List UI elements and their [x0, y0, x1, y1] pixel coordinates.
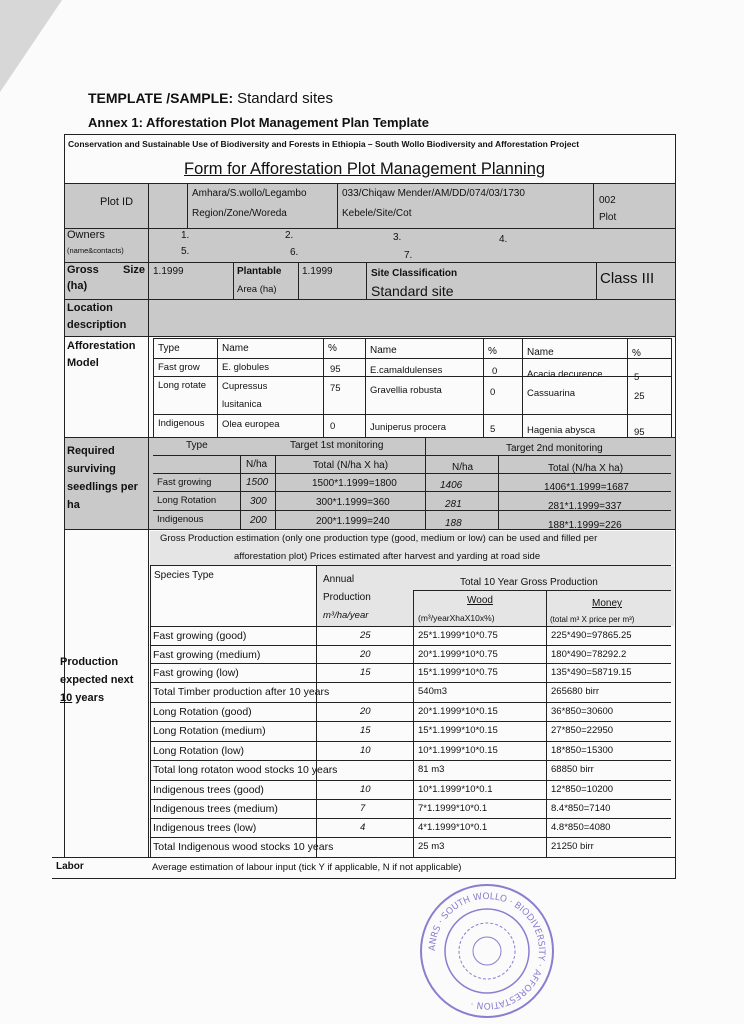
model-pct1-header: % [328, 343, 337, 354]
production-note-1: Gross Production estimation (only one production type (good, medium or low) can be used and filled per [160, 533, 598, 544]
seedlings-row-type: Indigenous [157, 514, 204, 525]
production-money-cell: 180*490=78292.2 [551, 649, 627, 660]
model-row-name: Juniperus procera [370, 422, 447, 433]
money-unit: (total m³ X price per m³) [550, 615, 635, 624]
owner-1: 1. [181, 230, 190, 241]
model-row-name: Gravellia robusta [370, 385, 442, 396]
row-divider [150, 721, 671, 722]
gross-unit-label: (ha) [67, 280, 88, 292]
model-row-pct: 5 [490, 424, 496, 435]
wood-header: Wood [467, 595, 493, 606]
location-shade [64, 299, 676, 336]
official-stamp [418, 882, 556, 1020]
site-class-value: Standard site [371, 283, 454, 299]
seedlings-row-type: Fast growing [157, 477, 212, 488]
production-wood-cell: 540m3 [418, 686, 448, 697]
seedlings-label: Required [67, 445, 115, 457]
model-row-name: E. globules [222, 362, 270, 373]
row-divider [150, 818, 671, 819]
production-label: Production [60, 656, 119, 668]
plot-label: Plot [599, 212, 617, 223]
model-sublabel: Model [67, 357, 99, 369]
svg-text:ANRS · SOUTH WOLLO · BIODIVERS: ANRS · SOUTH WOLLO · BIODIVERSITY · AFFORESTATION · [427, 891, 547, 1011]
seedlings-t1: 300*1.1999=360 [316, 497, 390, 508]
row-divider [150, 702, 671, 703]
model-name2-header: Name [370, 345, 397, 356]
gross-value: 1.1999 [153, 266, 184, 277]
row-divider [150, 626, 671, 627]
model-row-pct: 0 [492, 366, 498, 377]
wood-unit: (m³/yearXhaX10x%) [418, 613, 495, 623]
owners-shade [64, 228, 676, 262]
total-header-2: Total (N/ha X ha) [548, 463, 624, 474]
model-row-name: Olea europea [222, 419, 280, 430]
production-species-cell: Indigenous trees (good) [153, 784, 264, 796]
owner-3: 3. [393, 232, 402, 243]
region-label: Region/Zone/Woreda [192, 208, 287, 219]
row-divider [150, 799, 671, 800]
annex-heading: Annex 1: Afforestation Plot Management Plan Template [88, 115, 429, 130]
target2-header: Target 2nd monitoring [506, 443, 603, 454]
production-species-cell: Total Timber production after 10 years [153, 686, 330, 698]
production-wood-cell: 10*1.1999*10*0.15 [418, 745, 498, 756]
production-annual-cell: 10 [360, 745, 371, 756]
production-years-label: 10 years [60, 692, 105, 704]
production-wood-cell: 4*1.1999*10*0.1 [418, 822, 488, 833]
production-species-cell: Total Indigenous wood stocks 10 years [153, 841, 334, 853]
production-annual-cell: 25 [360, 630, 371, 641]
production-money-cell: 21250 birr [551, 841, 594, 852]
plantable-value: 1.1999 [302, 266, 333, 277]
total-production-header: Total 10 Year Gross Production [460, 577, 598, 588]
total-header-1: Total (N/ha X ha) [313, 460, 389, 471]
production-species-cell: Long Rotation (medium) [153, 725, 266, 737]
plot-id-label: Plot ID [100, 196, 134, 208]
production-annual-cell: 10 [360, 784, 371, 795]
seedlings-n1: 300 [250, 496, 267, 507]
production-wood-cell: 15*1.1999*10*0.75 [418, 667, 498, 678]
owner-5: 5. [181, 246, 190, 257]
production-money-cell: 18*850=15300 [551, 745, 614, 756]
seedlings-label: surviving [67, 463, 116, 475]
kebele-value: 033/Chiqaw Mender/AM/DD/074/03/1730 [342, 188, 525, 199]
owner-4: 4. [499, 234, 508, 245]
production-wood-cell: 7*1.1999*10*0.1 [418, 803, 488, 814]
model-name3-header: Name [527, 347, 554, 358]
nha-header-1: N/ha [246, 459, 268, 470]
production-species-cell: Long Rotation (good) [153, 706, 252, 718]
owner-2: 2. [285, 230, 294, 241]
production-money-cell: 4.8*850=4080 [551, 822, 611, 833]
model-row-type: Fast grow [158, 362, 200, 373]
owners-label: Owners [67, 229, 105, 241]
gross-label: Gross [67, 264, 99, 276]
production-wood-cell: 20*1.1999*10*0.15 [418, 706, 498, 717]
production-note-2: afforestation plot) Prices estimated after harvest and yarding at road side [234, 551, 541, 562]
labor-text: Average estimation of labour input (tick Y if applicable, N if not applicable) [152, 862, 462, 873]
seedlings-t2: 1406*1.1999=1687 [544, 482, 629, 493]
production-money-cell: 265680 birr [551, 686, 600, 697]
production-annual-cell: 15 [360, 725, 371, 736]
model-row-pct: 0 [490, 387, 496, 398]
production-money-cell: 12*850=10200 [551, 784, 614, 795]
nha-header-2: N/ha [452, 462, 474, 473]
seedlings-t1: 1500*1.1999=1800 [312, 478, 397, 489]
model-row-name-cont: lusitanica [222, 399, 262, 410]
production-money-cell: 68850 birr [551, 764, 594, 775]
production-annual-cell: 20 [360, 649, 371, 660]
production-money-cell: 8.4*850=7140 [551, 803, 611, 814]
production-species-cell: Fast growing (medium) [153, 649, 261, 661]
row-divider [150, 645, 671, 646]
model-label: Afforestation [67, 340, 136, 352]
model-row-pct: 25 [634, 391, 645, 402]
production-annual-cell: 4 [360, 822, 366, 833]
seedlings-n2: 188 [445, 518, 462, 529]
location-sublabel: description [67, 319, 127, 331]
plot-value: 002 [599, 195, 616, 206]
class-value: Class III [600, 270, 655, 287]
production-wood-cell: 25*1.1999*10*0.75 [418, 630, 498, 641]
gross-size-label: Size [123, 264, 146, 276]
seedlings-n2: 281 [445, 499, 462, 510]
model-pct2-header: % [488, 346, 497, 357]
labor-label: Labor [56, 861, 84, 872]
seedlings-n1: 1500 [246, 477, 269, 488]
plantable-unit-label: Area (ha) [237, 284, 277, 295]
production-wood-cell: 20*1.1999*10*0.75 [418, 649, 498, 660]
location-label: Location [67, 302, 113, 314]
region-value: Amhara/S.wollo/Legambo [192, 188, 307, 199]
row-divider [150, 741, 671, 742]
production-money-cell: 135*490=58719.15 [551, 667, 632, 678]
production-money-cell: 225*490=97865.25 [551, 630, 632, 641]
production-money-cell: 27*850=22950 [551, 725, 614, 736]
production-wood-cell: 25 m3 [418, 841, 445, 852]
production-wood-cell: 10*1.1999*10*0.1 [418, 784, 493, 795]
seedlings-row-type: Long Rotation [157, 495, 217, 506]
model-row-pct: 95 [330, 364, 341, 375]
seedlings-type-header: Type [186, 440, 208, 451]
form-title: Form for Afforestation Plot Management Planning [184, 160, 546, 178]
model-row-name: Cassuarina [527, 388, 576, 399]
model-row-pct: 5 [634, 372, 640, 383]
production-species-cell: Long Rotation (low) [153, 745, 245, 757]
production-sublabel: expected next [60, 674, 134, 686]
plantable-label: Plantable [237, 266, 282, 277]
model-pct3-header: % [632, 348, 641, 359]
production-species-cell: Fast growing (low) [153, 667, 239, 679]
production-wood-cell: 81 m3 [418, 764, 445, 775]
model-row-pct: 0 [330, 421, 336, 432]
annual-header: Annual [323, 574, 355, 585]
seedlings-label: seedlings per [67, 481, 138, 493]
model-name1-header: Name [222, 343, 249, 354]
production-species-cell: Indigenous trees (medium) [153, 803, 278, 815]
model-row-name: Hagenia abysca [527, 425, 596, 436]
production-wood-cell: 15*1.1999*10*0.15 [418, 725, 498, 736]
production-species-cell: Total long rotaton wood stocks 10 years [153, 764, 338, 776]
production-species-cell: Fast growing (good) [153, 630, 247, 642]
model-row-name: Acacia decurence [527, 369, 603, 380]
production-species-cell: Indigenous trees (low) [153, 822, 257, 834]
project-line: Conservation and Sustainable Use of Biodiversity and Forests in Ethiopia – South Wollo Biodiversity and Afforestation Project [68, 139, 580, 149]
model-row-type: Long rotate [158, 380, 207, 391]
model-row-name: E.camaldulenses [370, 365, 443, 376]
species-type-header: Species Type [154, 570, 214, 581]
production-money-cell: 36*850=30600 [551, 706, 614, 717]
template-heading: TEMPLATE /SAMPLE: Standard sites [88, 90, 333, 107]
seedlings-n1: 200 [250, 515, 267, 526]
seedlings-n2: 1406 [440, 480, 463, 491]
model-row-type: Indigenous [158, 418, 205, 429]
row-divider [150, 837, 671, 838]
production-annual-cell: 15 [360, 667, 371, 678]
folded-corner [0, 0, 62, 92]
model-row-pct: 75 [330, 383, 341, 394]
kebele-label: Kebele/Site/Cot [342, 208, 412, 219]
row-divider [150, 760, 671, 761]
row-divider [150, 663, 671, 664]
owners-sublabel: (name&contacts) [67, 246, 124, 255]
owner-6: 6. [290, 247, 299, 258]
model-row-name: Cupressus [222, 381, 268, 392]
annual-header-2: Production [323, 592, 371, 603]
model-row-pct: 95 [634, 427, 645, 438]
seedlings-t2: 281*1.1999=337 [548, 501, 622, 512]
owner-7: 7. [404, 250, 413, 261]
row-divider [150, 682, 671, 683]
production-annual-cell: 20 [360, 706, 371, 717]
seedlings-label: ha [67, 499, 80, 511]
target1-header: Target 1st monitoring [290, 440, 384, 451]
production-annual-cell: 7 [360, 803, 366, 814]
seedlings-t1: 200*1.1999=240 [316, 516, 390, 527]
model-type-header: Type [158, 343, 180, 354]
money-header: Money [592, 598, 623, 609]
seedlings-t2: 188*1.1999=226 [548, 520, 622, 531]
site-class-label: Site Classification [371, 268, 458, 279]
row-divider [150, 780, 671, 781]
annual-unit: m³/ha/year [323, 610, 369, 621]
